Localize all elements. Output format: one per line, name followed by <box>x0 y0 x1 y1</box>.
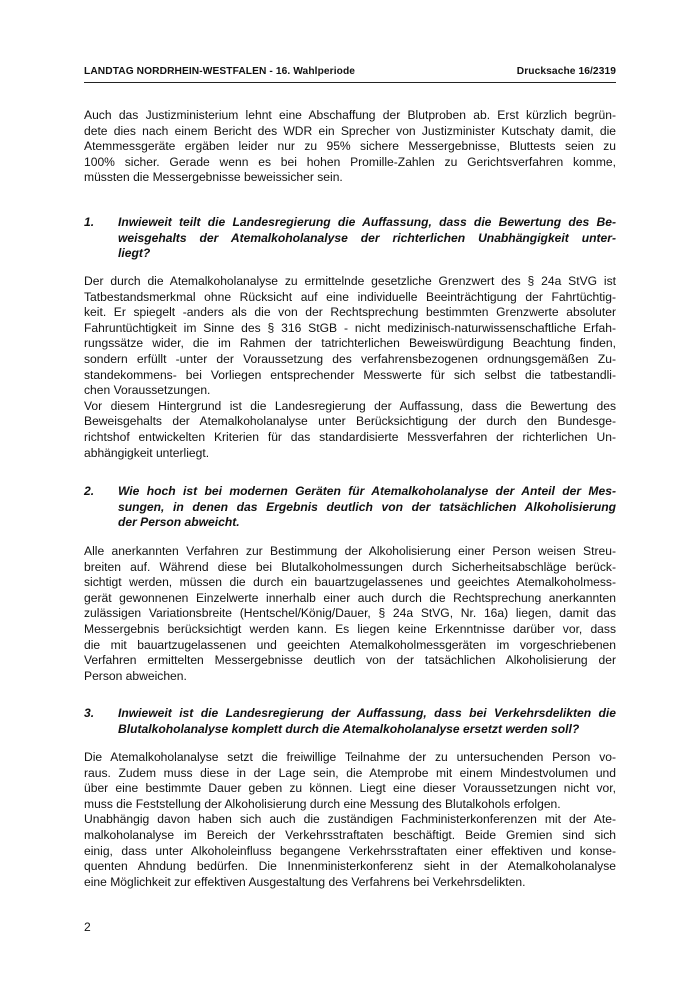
page-header <box>84 66 616 77</box>
question-line: weisgehalts der Atemalkoholanalyse der richterlichen Unabhängigkeit unter- <box>118 230 616 245</box>
question-number: 1. <box>84 215 95 229</box>
text-line: keit. Er spiegelt -anders als die von der Rechtsprechung bestimmten Grenzwerte absoluter <box>84 305 616 320</box>
question-line: Blutalkoholanalyse komplett durch die Atemalkoholanalyse ersetzt werden soll? <box>118 721 580 736</box>
question-number: 2. <box>84 484 95 498</box>
text-line: sichtigt werden, müssen die durch ein bauartzugelassenes und geeichtes Atemalkoholmess- <box>84 575 616 590</box>
text-line: Unabhängig davon haben sich auch die zuständigen Fachministerkonferenzen mit der Ate- <box>84 812 616 827</box>
text-line: chen Voraussetzungen. <box>84 383 211 398</box>
answer-3 <box>84 750 616 890</box>
text-line: breiten auf. Während diese bei Blutalkoholmessungen durch Sicherheitsabschläge berück- <box>84 559 616 574</box>
question-line: sungen, in denen das Ergebnis deutlich von der tatsächlichen Alkoholisierung <box>118 499 616 514</box>
text-line: einig, dass unter Alkoholeinfluss begangene Verkehrsstraftaten einer effektiven und konse- <box>84 843 616 858</box>
text-line: gerät gewonnenen Einzelwerte innerhalb einer auch durch die Rechtsprechung anerkannten <box>84 590 616 605</box>
text-line: Messergebnis berücksichtigt werden kann. Es liegen keine Erkenntnisse darüber vor, dass <box>84 621 616 636</box>
text-line: richtshof entwickelten Kriterien für das standardisierte Messverfahren der richterlichen Un- <box>84 429 616 444</box>
text-line: über eine bestimmte Dauer geben zu können. Liegt eine dieser Voraussetzungen nicht vor, <box>84 781 616 796</box>
question-line: Wie hoch ist bei modernen Geräten für Atemalkoholanalyse der Anteil der Mes- <box>118 484 616 498</box>
text-line: Der durch die Atemalkoholanalyse zu ermittelnde gesetzliche Grenzwert des § 24a StVG ist <box>84 274 616 288</box>
header-rule <box>84 82 616 83</box>
text-line: eine Möglichkeit zur effektiven Ausgestaltung des Verfahrens bei Verkehrsdelikten. <box>84 874 526 889</box>
text-line: raus. Zudem muss diese in der Lage sein, die Atemprobe mit einem Mindestvolumen und <box>84 765 616 780</box>
text-line: Die Atemalkoholanalyse setzt die freiwillige Teilnahme der zu untersuchenden Person vo- <box>84 750 616 764</box>
question-number: 3. <box>84 706 95 720</box>
page-number: 2 <box>84 920 91 934</box>
text-line: zulässigen Variationsbreite (Hentschel/König/Dauer, § 24a StVG, Nr. 16a) liegen, damit das <box>84 606 616 621</box>
text-line: malkoholanalyse im Bereich der Verkehrsstraftaten beschäftigt. Beide Gremien sind sich <box>84 827 616 842</box>
text-line: Alle anerkannten Verfahren zur Bestimmung der Alkoholisierung einer Person weisen Streu- <box>84 544 616 558</box>
text-line: Person abweichen. <box>84 668 187 683</box>
answer-1 <box>84 274 616 461</box>
text-line: Auch das Justizministerium lehnt eine Abschaffung der Blutproben ab. Erst kürzlich begrün- <box>84 108 616 122</box>
text-line: Verfahren ermittelten Messergebnisse deutlich von der tatsächlichen Alkoholisierung der <box>84 653 616 668</box>
text-line: 100% sicher. Gerade wenn es bei hohen Promille-Zahlen zu Gerichtsverfahren komme, <box>84 154 616 169</box>
answer-2 <box>84 544 616 684</box>
text-line: die mit bauartzugelassenen und geeichten Atemalkoholmessgeräten im vorgeschriebenen <box>84 637 616 652</box>
question-line: Inwieweit teilt die Landesregierung die Auffassung, dass die Bewertung des Be- <box>118 215 616 229</box>
text-line: rungssätze wider, die im Rahmen der tatrichterlichen Beweiswürdigung Beachtung finden, <box>84 336 616 351</box>
text-line: sondern erfüllt -unter der Voraussetzung des verfahrensbezogenen ordnungsgemäßen Zu- <box>84 351 616 366</box>
intro-paragraph <box>84 108 616 186</box>
header-title: LANDTAG NORDRHEIN-WESTFALEN - 16. Wahlperiode <box>84 66 356 77</box>
text-line: Beweisgehalts der Atemalkoholanalyse unter Berücksichtigung der durch den Bundesge- <box>84 414 616 429</box>
document-number: Drucksache 16/2319 <box>516 66 616 77</box>
text-line: Atemmessgeräte ergäben leider nur zu 95% sichere Messergebnisse, Bluttests seien zu <box>84 139 616 154</box>
text-line: standekommens- bei Vorliegen entsprechender Messwerte für sich selbst die tatbestandli- <box>84 367 616 382</box>
question-line: der Person abweicht. <box>118 515 240 530</box>
text-line: müssten die Messergebnisse beweissicher sein. <box>84 170 343 185</box>
text-line: muss die Feststellung der Alkoholisierung durch eine Messung des Blutalkohols erfolgen. <box>84 796 561 811</box>
text-line: Tatbestandsmerkmal ohne Rücksicht auf eine individuelle Beeinträchtigung der Fahrtüchtig- <box>84 289 616 304</box>
text-line: Fahruntüchtigkeit im Sinne des § 316 StGB - nicht medizinisch-naturwissenschaftliche Erfah- <box>84 320 616 335</box>
text-line: Vor diesem Hintergrund ist die Landesregierung der Auffassung, dass die Bewertung des <box>84 398 616 413</box>
text-line: abhängigkeit unterliegt. <box>84 445 210 460</box>
question-line: Inwieweit ist die Landesregierung der Auffassung, dass bei Verkehrsdelikten die <box>118 706 616 720</box>
text-line: quenten Ahndung bedürfen. Die Innenministerkonferenz sieht in der Atemalkoholanalyse <box>84 859 616 874</box>
text-line: dete dies nach einem Bericht des WDR ein Sprecher von Justizminister Kutschaty damit, die <box>84 123 616 138</box>
question-line: liegt? <box>118 246 151 261</box>
